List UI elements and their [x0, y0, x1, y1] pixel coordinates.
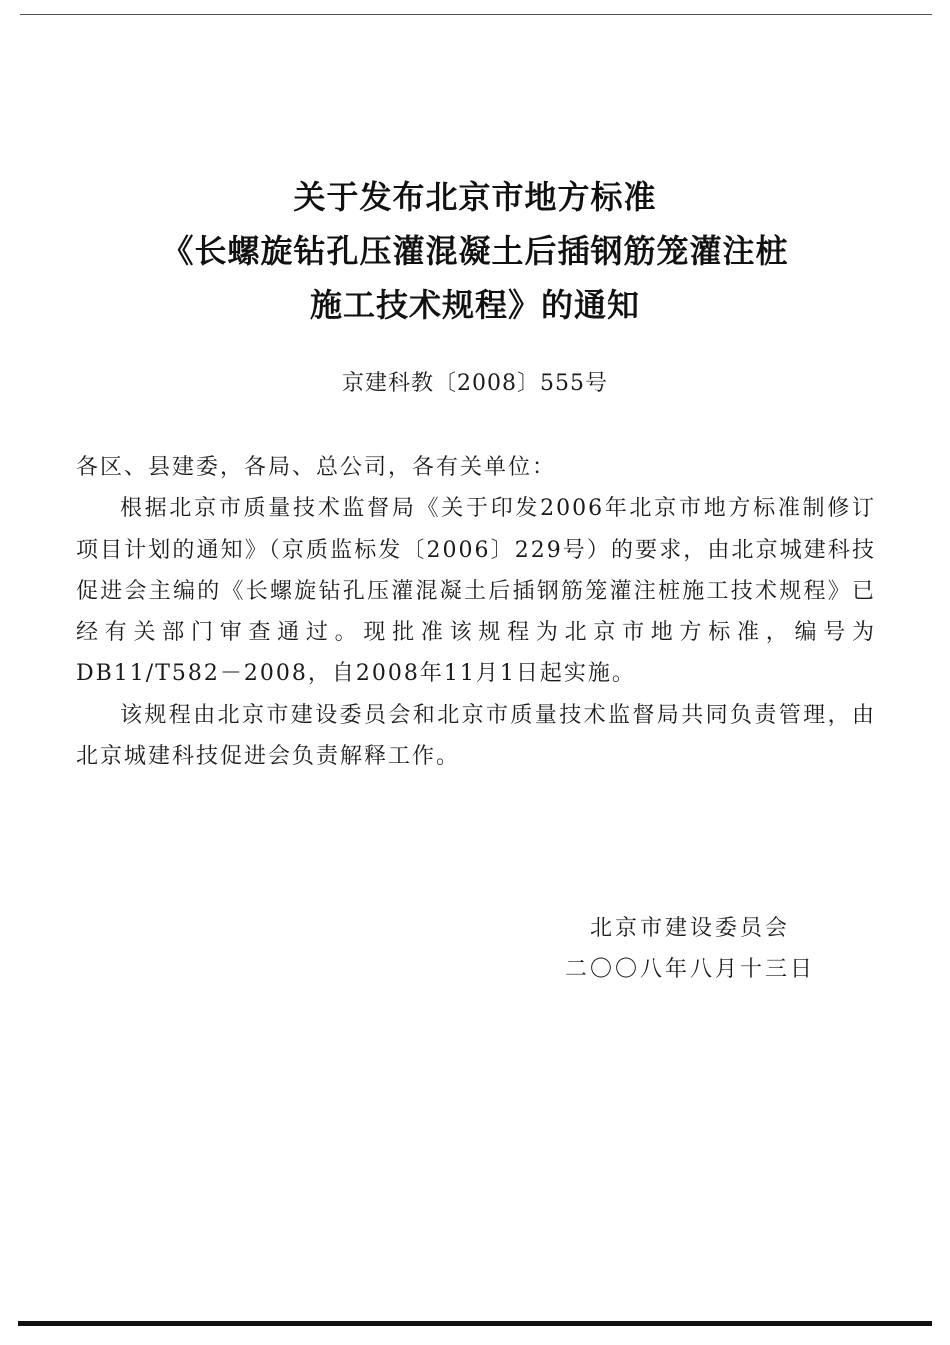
top-rule — [20, 14, 932, 15]
notice-title — [0, 170, 950, 332]
title-line-3: 施工技术规程》的通知 — [309, 286, 640, 324]
title-line-1: 关于发布北京市地方标准 — [293, 178, 657, 216]
signature-block — [540, 908, 840, 990]
title-line-2: 《长螺旋钻孔压灌混凝土后插钢筋笼灌注桩 — [161, 232, 789, 270]
salutation: 各区、县建委，各局、总公司，各有关单位： — [76, 455, 557, 480]
document-number: 京建科教〔2008〕555号 — [342, 371, 608, 396]
issuer-name: 北京市建设委员会 — [589, 916, 790, 941]
bottom-rule — [18, 1321, 932, 1326]
paragraph-management: 该规程由北京市建设委员会和北京市质量技术监督局共同负责管理，由北京城建科技促进会负责解释工作。 — [76, 702, 876, 770]
notice-body — [76, 447, 876, 777]
issue-date: 二〇〇八年八月十三日 — [564, 957, 815, 982]
paragraph-approval: 根据北京市质量技术监督局《关于印发2006年北京市地方标准制修订项目计划的通知》（京质监标发〔2006〕229号）的要求，由北京城建科技促进会主编的《长螺旋钻孔压灌混凝土后插钢筋笼灌注桩施工技术规程》已经有关部门审查通过。现批准该规程为北京市地方标准，编号为DB11/T582－2008，自2008年11月1日起实施。 — [76, 496, 876, 687]
